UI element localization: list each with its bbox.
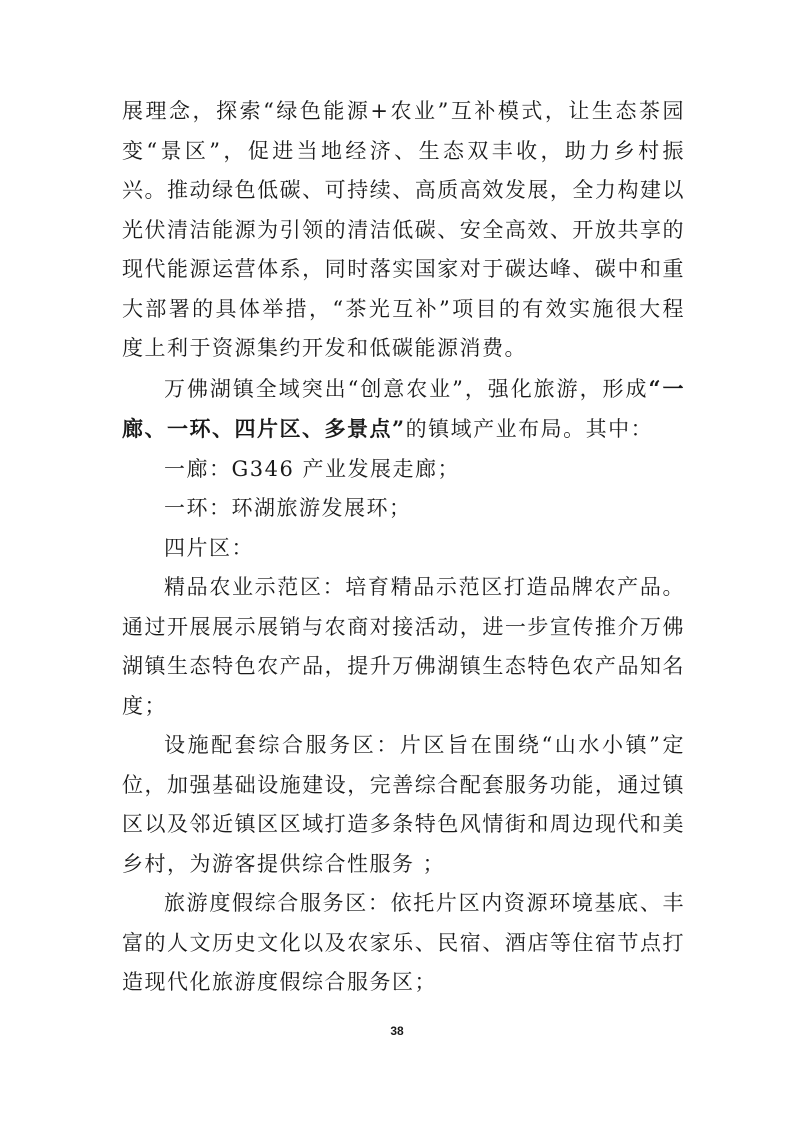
paragraph-tourism-zone: 旅游度假综合服务区：依托片区内资源环境基底、丰富的人文历史文化以及农家乐、民宿、酒店等住宿节点打造现代化旅游度假综合服务区； [122,891,685,994]
layout-intro: 万佛湖镇全域突出“创意农业”，强化旅游，形成 [164,376,649,401]
layout-tail: 的镇域产业布局。其中： [405,417,654,441]
layout-highlight: “一廊、一环、四片区、多景点” [122,375,685,441]
paragraph-layout [122,369,685,450]
paragraph-continuation: 展理念，探索“绿色能源+农业”互补模式，让生态茶园变“景区”，促进当地经济、生态双丰收，助力乡村振兴。推动绿色低碳、可持续、高质高效发展，全力构建以光伏清洁能源为引领的清洁低碳、安全高效、开放共享的现代能源运营体系，同时落实国家对于碳达峰、碳中和重大部署的具体举措，“茶光互补”项目的有效实施很大程度上利于资源集约开发和低碳能源消费。 [122,99,685,360]
paragraph-four-zones: 四片区： [164,535,254,560]
paragraph-corridor: 一廊：G346 产业发展走廊； [164,456,461,481]
paragraph-agriculture-zone: 精品农业示范区：培育精品示范区打造品牌农产品。通过开展展示展销与农商对接活动，进一步宣传推介万佛湖镇生态特色农产品，提升万佛湖镇生态特色农产品知名度； [122,575,685,718]
body-text [122,92,685,1003]
paragraph-service-zone: 设施配套综合服务区：片区旨在围绕“山水小镇”定位，加强基础设施建设，完善综合配套服务功能，通过镇区以及邻近镇区区域打造多条特色风情街和周边现代和美乡村，为游客提供综合性服务 ； [122,733,685,876]
page-number: 38 [390,1024,404,1038]
paragraph-ring: 一环：环湖旅游发展环； [164,496,412,520]
